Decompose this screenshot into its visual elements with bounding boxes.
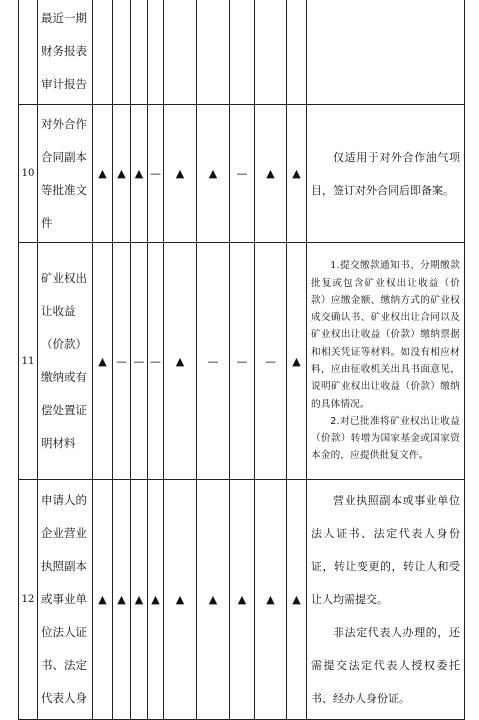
mark-cell: — — [230, 105, 255, 243]
mark-cell: — — [230, 243, 255, 480]
row-number — [19, 0, 38, 105]
table-row — [19, 243, 465, 480]
mark-cell — [131, 0, 148, 105]
mark-cell: — — [131, 243, 148, 480]
note-paragraph: 1.提交缴款通知书、分期缴款批复或包含矿业权出让收益（价款）应缴金额、缴纳方式的矿业权成交确认书、矿业权出让合同以及矿业权出让收益（价款）缴纳票据和相关凭证等材料。如没有相应材料，应由征收机关出具书面意见，说明矿业权出让收益（价款）缴纳的具体情况。 — [311, 260, 460, 410]
mark-cell: ▲ — [255, 105, 287, 243]
note-paragraph: 2.对已批准将矿业权出让收益（价款）转增为国家基金或国家资本金的，应提供批复文件。 — [311, 415, 460, 462]
mark-cell: — — [255, 243, 287, 480]
material-name: 对外合作 合同副本 等批准文 件 — [38, 105, 93, 243]
mark-cell: ▲ — [197, 480, 230, 720]
table-row — [19, 480, 465, 720]
mark-cell: ▲ — [255, 480, 287, 720]
mark-cell: ▲ — [113, 105, 131, 243]
mark-cell: ▲ — [93, 105, 113, 243]
table-row — [19, 0, 465, 105]
mark-cell: ▲ — [164, 243, 197, 480]
mark-cell: — — [148, 105, 164, 243]
mark-cell — [148, 0, 164, 105]
mark-cell: ▲ — [93, 480, 113, 720]
mark-cell — [197, 0, 230, 105]
mark-cell — [230, 0, 255, 105]
mark-cell: ▲ — [287, 105, 307, 243]
note-cell — [307, 243, 465, 480]
mark-cell: ▲ — [148, 480, 164, 720]
row-number: 12 — [19, 480, 38, 720]
mark-cell: ▲ — [287, 243, 307, 480]
note-paragraph: 仅适用于对外合作油气项目，签订对外合同后即备案。 — [311, 150, 460, 197]
mark-cell — [93, 0, 113, 105]
note-cell — [307, 480, 465, 720]
mark-cell: ▲ — [287, 480, 307, 720]
material-name: 最近一期 财务报表 审计报告 — [38, 0, 93, 105]
mark-cell — [113, 0, 131, 105]
mark-cell: — — [197, 243, 230, 480]
material-name: 矿业权出 让收益 （价款） 缴纳或有 偿处置证 明材料 — [38, 243, 93, 480]
note-paragraph: 非法定代表人办理的，还需提交法定代表人授权委托书、经办人身份证。 — [311, 626, 460, 705]
mark-cell — [255, 0, 287, 105]
mark-cell: ▲ — [164, 105, 197, 243]
material-name: 申请人的 企业营业 执照副本 或事业单 位法人证 书、法定 代表人身 — [38, 480, 93, 720]
row-number: 11 — [19, 243, 38, 480]
mark-cell: ▲ — [131, 105, 148, 243]
mark-cell — [164, 0, 197, 105]
table-row — [19, 105, 465, 243]
row-number: 10 — [19, 105, 38, 243]
note-paragraph: 营业执照副本或事业单位法人证书、法定代表人身份证，转让变更的，转让人和受让人均需提交。 — [311, 494, 460, 606]
mark-cell: — — [113, 243, 131, 480]
mark-cell: ▲ — [197, 105, 230, 243]
mark-cell: ▲ — [230, 480, 255, 720]
mark-cell: ▲ — [164, 480, 197, 720]
mark-cell: — — [148, 243, 164, 480]
note-cell — [307, 105, 465, 243]
mark-cell: ▲ — [113, 480, 131, 720]
note-cell — [307, 0, 465, 105]
mark-cell: ▲ — [93, 243, 113, 480]
mark-cell: ▲ — [131, 480, 148, 720]
mark-cell — [287, 0, 307, 105]
requirements-table — [18, 0, 465, 720]
